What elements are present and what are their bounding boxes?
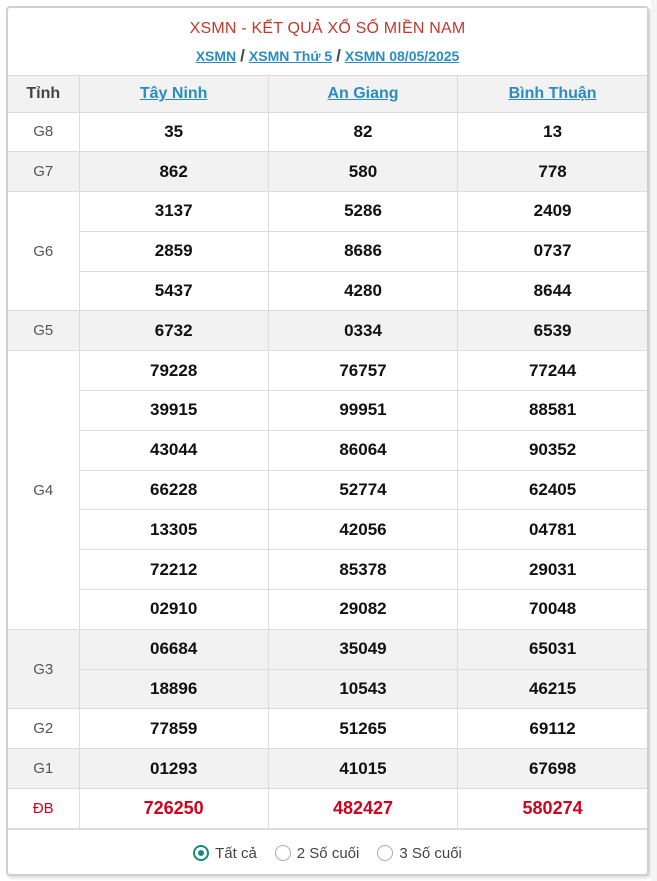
table-row (8, 470, 647, 510)
prize-label: G6 (8, 192, 79, 311)
prize-number: 41015 (268, 749, 457, 789)
prize-number: 04781 (458, 510, 647, 550)
special-prize-number: 482427 (268, 789, 457, 829)
prize-number: 0334 (268, 311, 457, 351)
province-header (79, 76, 268, 112)
prize-number: 69112 (458, 709, 647, 749)
prize-number: 46215 (458, 669, 647, 709)
prize-number: 2409 (458, 192, 647, 232)
prize-number: 02910 (79, 590, 268, 630)
scrollbar[interactable] (651, 0, 657, 881)
table-row (8, 510, 647, 550)
prize-number: 66228 (79, 470, 268, 510)
digit-filter (8, 829, 647, 877)
prize-number: 65031 (458, 629, 647, 669)
radio-icon[interactable] (377, 845, 393, 861)
province-link-an-giang[interactable]: An Giang (327, 84, 399, 102)
prize-number: 18896 (79, 669, 268, 709)
prize-label: G7 (8, 152, 79, 192)
prize-number: 2859 (79, 231, 268, 271)
table-row (8, 112, 647, 152)
prize-number: 35049 (268, 629, 457, 669)
prize-number: 862 (79, 152, 268, 192)
prize-number: 86064 (268, 430, 457, 470)
prize-number: 13305 (79, 510, 268, 550)
filter-option-3-digits[interactable] (377, 845, 462, 862)
special-prize-number: 580274 (458, 789, 647, 829)
breadcrumb-xsmn-thu5[interactable]: XSMN Thứ 5 (248, 48, 333, 64)
prize-number: 3137 (79, 192, 268, 232)
breadcrumb-separator: / (336, 46, 341, 65)
table-row (8, 430, 647, 470)
prize-number: 52774 (268, 470, 457, 510)
filter-option-all[interactable] (193, 845, 257, 862)
prize-number: 580 (268, 152, 457, 192)
prize-number: 8686 (268, 231, 457, 271)
province-header (458, 76, 647, 112)
radio-selected-icon[interactable] (193, 845, 209, 861)
table-row (8, 271, 647, 311)
prize-number: 76757 (268, 351, 457, 391)
table-row (8, 351, 647, 391)
province-link-tay-ninh[interactable]: Tây Ninh (139, 84, 208, 102)
filter-option-label: 3 Số cuối (399, 844, 462, 862)
prize-number: 29082 (268, 590, 457, 630)
prize-number: 39915 (79, 391, 268, 431)
prize-number: 01293 (79, 749, 268, 789)
table-row (8, 669, 647, 709)
prize-number: 72212 (79, 550, 268, 590)
prize-number: 5286 (268, 192, 457, 232)
prize-number: 778 (458, 152, 647, 192)
results-card (6, 6, 649, 876)
prize-number: 5437 (79, 271, 268, 311)
prize-number: 70048 (458, 590, 647, 630)
prize-number: 6732 (79, 311, 268, 351)
prize-number: 99951 (268, 391, 457, 431)
breadcrumb (8, 46, 647, 66)
prize-number: 43044 (79, 430, 268, 470)
special-prize-number: 726250 (79, 789, 268, 829)
filter-option-label: Tất cả (215, 844, 257, 862)
province-column-header: Tỉnh (8, 76, 79, 112)
table-row (8, 192, 647, 232)
page-title: XSMN - KẾT QUẢ XỔ SỐ MIỀN NAM (189, 20, 466, 37)
table-row (8, 311, 647, 351)
table-header-row (8, 76, 647, 112)
prize-number: 06684 (79, 629, 268, 669)
prize-label: G2 (8, 709, 79, 749)
prize-number: 88581 (458, 391, 647, 431)
prize-number: 67698 (458, 749, 647, 789)
prize-number: 6539 (458, 311, 647, 351)
prize-number: 8644 (458, 271, 647, 311)
table-row (8, 152, 647, 192)
breadcrumb-xsmn[interactable]: XSMN (195, 48, 237, 64)
table-row (8, 231, 647, 271)
prize-label: G5 (8, 311, 79, 351)
table-row (8, 789, 647, 829)
prize-number: 77244 (458, 351, 647, 391)
radio-icon[interactable] (275, 845, 291, 861)
breadcrumb-separator: / (240, 46, 245, 65)
prize-label: ĐB (8, 789, 79, 829)
filter-option-2-digits[interactable] (275, 845, 360, 862)
prize-number: 79228 (79, 351, 268, 391)
prize-label: G3 (8, 629, 79, 709)
prize-number: 82 (268, 112, 457, 152)
table-row (8, 550, 647, 590)
table-row (8, 709, 647, 749)
results-body (8, 112, 647, 828)
table-row (8, 629, 647, 669)
results-table (8, 76, 647, 829)
prize-number: 85378 (268, 550, 457, 590)
province-header (268, 76, 457, 112)
prize-label: G8 (8, 112, 79, 152)
prize-label: G1 (8, 749, 79, 789)
prize-number: 4280 (268, 271, 457, 311)
table-row (8, 590, 647, 630)
prize-number: 0737 (458, 231, 647, 271)
prize-number: 42056 (268, 510, 457, 550)
results-header (8, 8, 647, 76)
prize-label: G4 (8, 351, 79, 630)
filter-option-label: 2 Số cuối (296, 844, 360, 862)
prize-number: 77859 (79, 709, 268, 749)
prize-number: 51265 (268, 709, 457, 749)
province-link-binh-thuan[interactable]: Bình Thuận (508, 84, 597, 102)
table-row (8, 391, 647, 431)
prize-number: 10543 (268, 669, 457, 709)
prize-number: 29031 (458, 550, 647, 590)
prize-number: 35 (79, 112, 268, 152)
prize-number: 62405 (458, 470, 647, 510)
table-row (8, 749, 647, 789)
prize-number: 90352 (458, 430, 647, 470)
breadcrumb-xsmn-date[interactable]: XSMN 08/05/2025 (344, 48, 460, 64)
prize-number: 13 (458, 112, 647, 152)
